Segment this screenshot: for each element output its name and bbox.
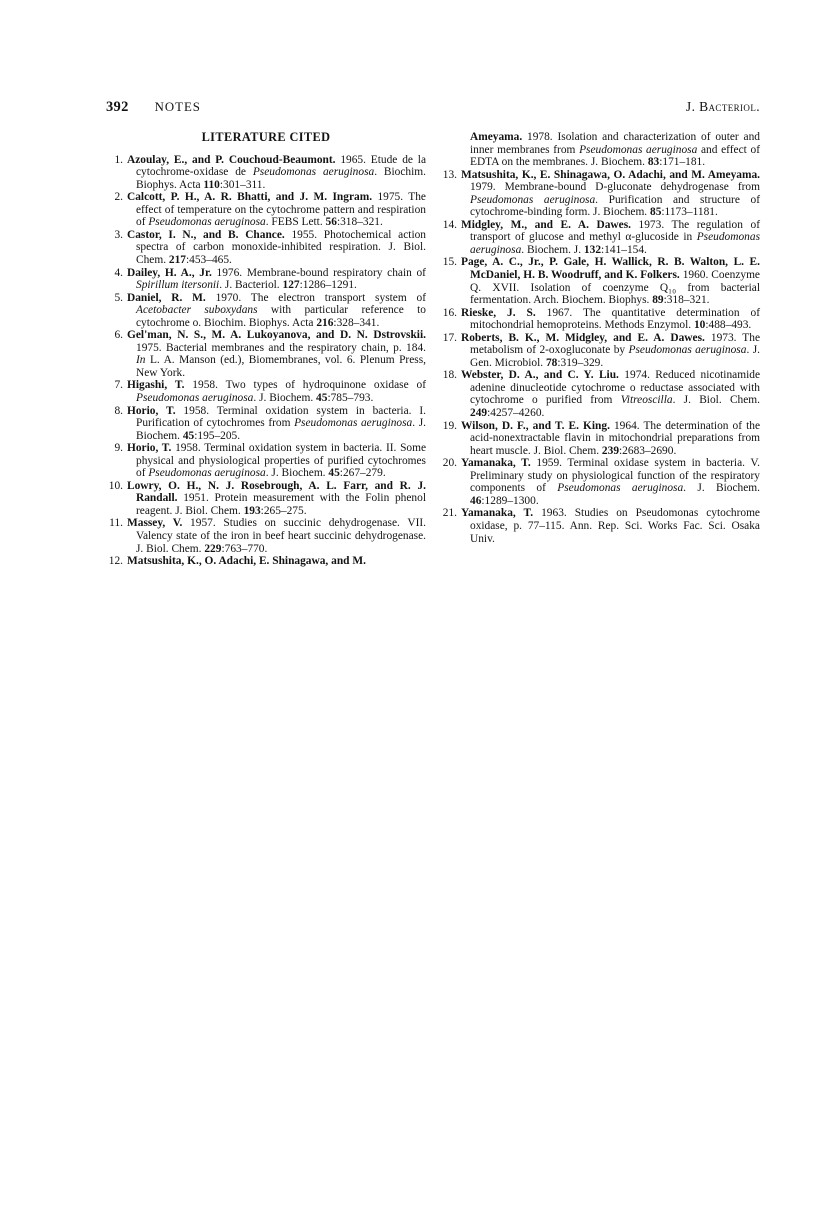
reference-text — [461, 332, 760, 370]
reference-italic-term: Pseudomonas aeruginosa — [148, 467, 266, 480]
reference-body-text: :328–341. — [333, 316, 380, 329]
reference-authors-or-volume: Yamanaka, T. — [461, 507, 534, 520]
reference-body-text: 1963. Studies on Pseudomonas cytochrome oxidase, p. 77–115. Ann. Rep. Sci. Works Fac. Sci. Osaka Univ. — [470, 507, 760, 545]
reference-italic-term: Pseudomonas aeruginosa — [557, 482, 684, 495]
reference-body-text: :785–793. — [327, 391, 374, 404]
reference-authors-or-volume: 83 — [647, 156, 660, 169]
reference-body-text: 1964. The determination of the acid-nonextractable flavin in mitochondrial preparations from heart muscle. J. Biol. Chem. — [470, 419, 760, 457]
reference-item — [440, 457, 760, 507]
journal-name: J. Bacteriol. — [685, 99, 760, 114]
reference-body-text: :318–321. — [663, 294, 710, 307]
references-left — [106, 154, 426, 568]
reference-authors-or-volume: Daniel, R. M. — [127, 291, 206, 304]
reference-number: 20. — [442, 457, 457, 470]
reference-body-text: . FEBS Lett. — [265, 216, 326, 229]
reference-body-text: . J. Biochem. — [253, 391, 317, 404]
reference-body-text: :4257–4260. — [487, 407, 545, 420]
reference-authors-or-volume: Castor, I. N., and B. Chance. — [127, 228, 285, 241]
reference-body-text: . Purification and structure of cytochrome-binding form. J. Biochem. — [470, 193, 760, 219]
reference-text — [461, 219, 760, 257]
reference-body-text: 1958. Two types of hydroquinone oxidase of — [184, 379, 427, 392]
reference-authors-or-volume: Gel'man, N. S., M. A. Lukoyanova, and D. N. Dstrovskii. — [127, 329, 426, 342]
reference-body-text: :2683–2690. — [619, 444, 677, 457]
reference-text — [127, 480, 426, 518]
reference-columns — [106, 131, 760, 568]
reference-body-text: :267–279. — [339, 467, 386, 480]
running-head-left — [106, 99, 201, 116]
reference-body-text: :488–493. — [705, 319, 752, 332]
reference-italic-term: Pseudomonas aeruginosa — [470, 193, 596, 206]
reference-item — [440, 369, 760, 419]
reference-body-text: L. A. Manson (ed.), Biomembranes, vol. 6. Plenum Press, New York. — [136, 354, 426, 379]
reference-authors-or-volume: 78 — [545, 356, 558, 369]
reference-text — [461, 507, 760, 545]
reference-authors-or-volume: Lowry, O. H., N. J. Rosebrough, A. L. Farr, and R. J. Randall. — [127, 479, 426, 505]
reference-text — [127, 379, 426, 404]
page-number: 392 — [106, 99, 129, 115]
reference-authors-or-volume: 56 — [325, 216, 337, 229]
reference-authors-or-volume: 85 — [650, 206, 662, 219]
reference-body-text: 1976. Membrane-bound respiratory chain of — [211, 266, 426, 279]
reference-authors-or-volume: Azoulay, E., and P. Couchoud-Beaumont. — [127, 153, 336, 166]
reference-body-text: 1951. Protein measurement with the Folin phenol reagent. J. Biol. Chem. — [136, 492, 426, 517]
reference-number: 2. — [114, 191, 123, 204]
reference-authors-or-volume: Webster, D. A., and C. Y. Liu. — [461, 369, 619, 382]
reference-text — [461, 169, 760, 219]
reference-body-text: 1965. Etude de la cytochrome-oxidase de — [136, 153, 427, 179]
reference-number — [440, 131, 457, 169]
reference-number: 5. — [114, 291, 123, 304]
reference-body-text: :1173–1181. — [661, 206, 718, 219]
reference-authors-or-volume: 45 — [328, 467, 340, 480]
reference-body-text: :318–321. — [336, 216, 383, 229]
reference-authors-or-volume: Midgley, M., and E. A. Dawes. — [461, 218, 631, 231]
reference-italic-term: Pseudomonas aeruginosa — [294, 417, 413, 430]
reference-item — [440, 307, 760, 332]
reference-text — [461, 420, 760, 458]
reference-body-text: . J. Biochem. — [683, 482, 760, 495]
reference-item — [106, 229, 426, 267]
reference-body-text: :265–275. — [260, 504, 307, 517]
reference-item — [106, 379, 426, 404]
reference-authors-or-volume: 249 — [470, 407, 488, 420]
reference-authors-or-volume: 229 — [204, 542, 222, 555]
reference-body-text: and effect of EDTA on the membranes. J. Biochem. — [470, 143, 760, 169]
reference-item — [106, 442, 426, 480]
reference-item — [440, 332, 760, 370]
reference-text — [127, 329, 426, 379]
reference-text — [127, 267, 426, 292]
reference-body-text: 1973. The regulation of transport of glucose and methyl α-glucoside in — [470, 218, 760, 244]
reference-number: 10. — [108, 479, 123, 492]
reference-body-text: 1975. The effect of temperature on the cytochrome pattern and respiration of — [136, 191, 426, 229]
reference-body-text: :1286–1291. — [299, 279, 357, 292]
reference-body-text: 1973. The metabolism of 2-oxogluconate by — [470, 331, 761, 357]
reference-italic-term: Acetobacter suboxydans — [136, 304, 258, 317]
reference-authors-or-volume: 45 — [182, 429, 195, 442]
reference-body-text: . J. Biol. Chem. — [672, 394, 760, 407]
reference-number: 12. — [108, 555, 123, 568]
reference-text — [127, 405, 426, 443]
reference-item — [106, 555, 426, 568]
reference-italic-term: Pseudomonas aeruginosa — [628, 344, 747, 357]
reference-body-text: . Biochem. J. — [521, 243, 584, 256]
reference-body-text: :141–154. — [601, 243, 647, 256]
reference-body-text: . J. Gen. Microbiol. — [470, 344, 760, 369]
reference-number: 21. — [442, 507, 457, 520]
reference-authors-or-volume: Matsushita, K., O. Adachi, E. Shinagawa, and M. — [127, 555, 366, 568]
reference-number: 9. — [114, 442, 123, 455]
reference-body-text: 1970. The electron transport system of — [205, 291, 426, 304]
reference-authors-or-volume: 127 — [282, 279, 300, 292]
reference-item — [106, 329, 426, 379]
reference-authors-or-volume: 45 — [316, 391, 328, 404]
reference-text — [127, 154, 426, 192]
reference-italic-term: Vitreoscilla — [620, 394, 673, 407]
reference-number: 14. — [442, 218, 457, 231]
reference-item — [106, 267, 426, 292]
reference-text — [127, 517, 426, 555]
reference-authors-or-volume: Horio, T. — [127, 404, 176, 417]
reference-text — [461, 369, 760, 419]
reference-authors-or-volume: 110 — [203, 178, 220, 191]
reference-authors-or-volume: Ameyama. — [470, 131, 523, 143]
reference-body-text: :763–770. — [221, 542, 268, 555]
reference-authors-or-volume: Dailey, H. A., Jr. — [127, 266, 212, 279]
reference-text — [127, 292, 426, 330]
reference-body-text: 1960. Coenzyme Q. XVII. Isolation of coenzyme Q₁₀ from bacterial fermentation. Arch. Biochem. Biophys. — [470, 269, 760, 307]
reference-authors-or-volume: Wilson, D. F., and T. E. King. — [461, 419, 610, 432]
reference-number: 19. — [442, 419, 457, 432]
reference-body-text: :319–329. — [557, 356, 604, 369]
reference-italic-term: Pseudomonas aeruginosa — [136, 391, 254, 404]
reference-item — [106, 405, 426, 443]
reference-item — [106, 517, 426, 555]
reference-body-text: 1958. Terminal oxidation system in bacteria. I. Purification of cytochromes from — [136, 404, 426, 430]
reference-item — [440, 256, 760, 306]
reference-text — [127, 191, 426, 229]
reference-body-text: :195–205. — [194, 429, 241, 442]
literature-cited-heading: LITERATURE CITED — [201, 130, 331, 144]
reference-body-text: :453–465. — [186, 253, 232, 266]
reference-item — [106, 154, 426, 192]
reference-authors-or-volume: 132 — [583, 243, 602, 256]
reference-body-text: :301–311. — [219, 178, 266, 191]
reference-number: 4. — [114, 266, 123, 279]
reference-body-text: 1979. Membrane-bound D-gluconate dehydrogenase from — [470, 181, 760, 194]
reference-body-text: . J. Biochem. — [265, 467, 329, 480]
reference-authors-or-volume: Page, A. C., Jr., P. Gale, H. Wallick, R. B. Walton, L. E. McDaniel, H. B. Woodruff, and K. Folkers. — [461, 256, 760, 282]
reference-text — [127, 229, 426, 267]
reference-number: 3. — [114, 228, 123, 241]
reference-authors-or-volume: 10 — [693, 319, 706, 332]
reference-body-text: 1957. Studies on succinic dehydrogenase. VII. Valency state of the iron in beef heart succinic dehydrogenase. J. Biol. Chem. — [136, 517, 426, 555]
page-header — [106, 99, 760, 116]
reference-body-text: . J. Bacteriol. — [219, 279, 283, 292]
reference-item — [440, 507, 760, 545]
reference-body-text: 1967. The quantitative determination of mitochondrial hemoproteins. Methods Enzymol. — [470, 306, 760, 332]
reference-number: 1. — [114, 153, 123, 166]
reference-authors-or-volume: Calcott, P. H., A. R. Bhatti, and J. M. Ingram. — [127, 191, 373, 204]
reference-item — [106, 292, 426, 330]
reference-authors-or-volume: Rieske, J. S. — [461, 306, 536, 319]
reference-authors-or-volume: Horio, T. — [127, 442, 172, 455]
reference-number: 11. — [109, 517, 123, 530]
reference-number: 16. — [442, 306, 457, 319]
reference-body-text: with particular reference to cytochrome o. Biochim. Biophys. Acta — [136, 304, 426, 329]
reference-number: 18. — [442, 369, 457, 382]
reference-number: 15. — [442, 256, 457, 269]
left-column — [106, 131, 426, 568]
reference-number: 6. — [114, 329, 123, 342]
reference-authors-or-volume: 216 — [316, 316, 334, 329]
reference-item — [440, 131, 760, 169]
reference-body-text: . Biochim. Biophys. Acta — [136, 166, 426, 191]
reference-authors-or-volume: 217 — [168, 253, 186, 266]
reference-italic-term: Pseudomonas aeruginosa — [148, 216, 266, 229]
reference-text — [127, 555, 426, 568]
reference-item — [106, 191, 426, 229]
reference-item — [440, 169, 760, 219]
reference-authors-or-volume: 46 — [470, 494, 482, 507]
reference-italic-term: Pseudomonas aeruginosa — [470, 231, 760, 256]
reference-text — [127, 442, 426, 480]
reference-authors-or-volume: Massey, V. — [127, 517, 183, 530]
reference-authors-or-volume: Roberts, B. K., M. Midgley, and E. A. Dawes. — [461, 331, 705, 344]
reference-italic-term: Pseudomonas aeruginosa — [579, 143, 698, 156]
reference-body-text: 1959. Terminal oxidase system in bacteria. V. Preliminary study on physiological function of the respiratory components of — [470, 457, 761, 495]
reference-item — [440, 219, 760, 257]
reference-item — [440, 420, 760, 458]
reference-number: 7. — [114, 379, 123, 392]
reference-authors-or-volume: Matsushita, K., E. Shinagawa, O. Adachi, and M. Ameyama. — [461, 168, 760, 181]
reference-body-text: 1955. Photochemical action spectra of carbon monoxide-inhibited respiration. J. Biol. Chem. — [136, 228, 426, 266]
reference-authors-or-volume: Higashi, T. — [127, 379, 185, 392]
reference-number: 13. — [442, 168, 457, 181]
reference-body-text: :1289–1300. — [481, 494, 539, 507]
reference-body-text: . J. Biochem. — [136, 417, 426, 442]
right-column — [440, 131, 760, 568]
reference-text — [461, 131, 760, 169]
reference-authors-or-volume: 193 — [243, 504, 261, 517]
references-right — [440, 131, 760, 545]
reference-body-text: :171–181. — [659, 156, 706, 169]
reference-italic-term: Spirillum itersonii — [136, 279, 220, 292]
reference-text — [461, 256, 760, 306]
reference-item — [106, 480, 426, 518]
reference-body-text: 1978. Isolation and characterization of outer and inner membranes from — [470, 131, 760, 156]
reference-authors-or-volume: Yamanaka, T. — [461, 457, 531, 470]
reference-italic-term: Pseudomonas aeruginosa — [252, 166, 375, 179]
reference-number: 8. — [114, 404, 123, 417]
reference-text — [461, 307, 760, 332]
reference-italic-term: In — [136, 354, 146, 367]
reference-body-text: 1958. Terminal oxidation system in bacteria. II. Some physical and physiological properties of purified cytochromes of — [136, 442, 427, 480]
reference-text — [461, 457, 760, 507]
reference-number: 17. — [442, 331, 457, 344]
reference-body-text: 1975. Bacterial membranes and the respiratory chain, p. 184. — [136, 341, 426, 354]
running-head-section: NOTES — [154, 100, 201, 114]
reference-authors-or-volume: 239 — [601, 444, 620, 457]
reference-body-text: 1974. Reduced nicotinamide adenine dinucleotide cytochrome o reductase associated with cytochrome o purified from — [470, 369, 760, 407]
reference-authors-or-volume: 89 — [652, 294, 664, 307]
